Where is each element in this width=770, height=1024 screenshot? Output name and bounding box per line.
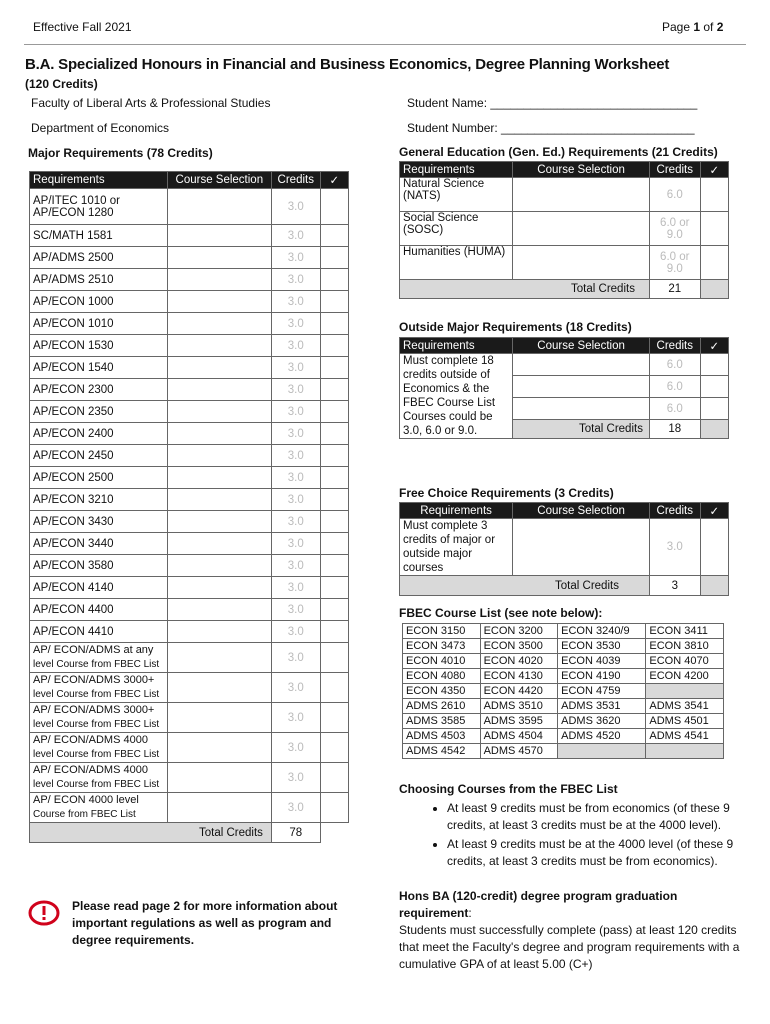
table-row — [30, 379, 349, 401]
requirement-cell: AP/ECON 1010 — [30, 313, 168, 335]
requirement-cell: AP/ECON 2450 — [30, 445, 168, 467]
course-code-cell: ADMS 3541 — [646, 699, 724, 714]
course-code-cell: ADMS 4570 — [480, 744, 558, 759]
page-number — [662, 20, 723, 34]
page-subtitle: (120 Credits) — [25, 77, 98, 91]
course-code-cell: ECON 3810 — [646, 639, 724, 654]
course-code-cell: ECON 4200 — [646, 669, 724, 684]
requirement-line-2: level Course from FBEC List — [33, 749, 160, 760]
requirement-cell: AP/ECON 1540 — [30, 357, 168, 379]
check-cell[interactable] — [320, 269, 348, 291]
requirement-cell: AP/ECON 2350 — [30, 401, 168, 423]
total-row — [30, 823, 349, 843]
course-selection-cell[interactable] — [167, 643, 271, 673]
requirement-cell — [30, 793, 168, 823]
requirement-line-1: AP/ ECON/ADMS 4000 — [33, 734, 148, 746]
page-current: 1 — [693, 20, 701, 34]
credits-cell: 6.0 — [649, 178, 700, 212]
course-code-cell: ECON 3150 — [403, 624, 481, 639]
outside-heading: Outside Major Requirements (18 Credits) — [399, 320, 632, 334]
credits-cell: 3.0 — [271, 445, 320, 467]
table-row — [30, 703, 349, 733]
total-value: 18 — [649, 420, 700, 439]
check-cell[interactable] — [320, 379, 348, 401]
requirement-line-1: AP/ ECON/ADMS at any — [33, 644, 154, 656]
total-row — [400, 576, 729, 596]
table-row — [403, 684, 724, 699]
course-selection-cell[interactable] — [167, 763, 271, 793]
gened-table — [399, 161, 729, 299]
table-row — [403, 654, 724, 669]
course-code-cell: ADMS 3510 — [480, 699, 558, 714]
requirement-cell: AP/ITEC 1010 or AP/ECON 1280 — [30, 189, 168, 225]
faculty-name: Faculty of Liberal Arts & Professional Studies — [31, 96, 271, 110]
course-code-cell: ADMS 3620 — [558, 714, 646, 729]
credits-cell: 3.0 — [271, 247, 320, 269]
course-code-cell: ADMS 4520 — [558, 729, 646, 744]
requirement-line-1: AP/ ECON/ADMS 3000+ — [33, 704, 155, 716]
credits-cell: 3.0 — [271, 703, 320, 733]
requirement-cell: AP/ECON 2300 — [30, 379, 168, 401]
requirement-line-2: Course from FBEC List — [33, 809, 136, 820]
course-selection-cell[interactable] — [167, 189, 271, 225]
header-divider — [24, 44, 746, 45]
requirement-cell: Humanities (HUMA) — [400, 246, 513, 280]
check-cell[interactable] — [320, 313, 348, 335]
student-name-field[interactable]: Student Name: _______________________________ — [407, 96, 698, 110]
table-row — [30, 733, 349, 763]
credits-cell: 6.0 or 9.0 — [649, 212, 700, 246]
course-selection-cell[interactable] — [167, 401, 271, 423]
check-cell[interactable] — [700, 354, 728, 376]
col-requirements: Requirements — [400, 162, 513, 178]
total-check-cell — [320, 823, 348, 843]
credits-cell: 6.0 — [649, 376, 700, 398]
check-cell[interactable] — [320, 511, 348, 533]
course-code-cell: ADMS 4542 — [403, 744, 481, 759]
total-check-cell — [700, 576, 728, 596]
col-requirements: Requirements — [30, 172, 168, 189]
credits-cell: 3.0 — [271, 763, 320, 793]
course-selection-cell[interactable] — [167, 225, 271, 247]
course-code-cell: ECON 3500 — [480, 639, 558, 654]
check-cell[interactable] — [320, 189, 348, 225]
requirement-cell — [30, 643, 168, 673]
total-value: 21 — [649, 280, 700, 299]
col-requirements: Requirements — [400, 503, 513, 519]
requirement-cell: AP/ECON 3440 — [30, 533, 168, 555]
check-cell[interactable] — [700, 398, 728, 420]
hons-colon: : — [468, 906, 472, 920]
table-row — [400, 354, 729, 376]
course-code-cell: ECON 4080 — [403, 669, 481, 684]
check-cell[interactable] — [320, 577, 348, 599]
table-row — [30, 313, 349, 335]
table-row — [30, 555, 349, 577]
course-selection-cell[interactable] — [167, 357, 271, 379]
student-number-field[interactable]: Student Number: _____________________________ — [407, 121, 695, 135]
course-code-cell: ECON 4070 — [646, 654, 724, 669]
check-cell[interactable] — [320, 357, 348, 379]
check-cell[interactable] — [320, 733, 348, 763]
effective-date: Effective Fall 2021 — [33, 20, 132, 34]
table-row — [30, 533, 349, 555]
table-row — [30, 793, 349, 823]
total-check-cell — [700, 280, 728, 299]
table-row — [30, 621, 349, 643]
course-code-cell: ECON 4190 — [558, 669, 646, 684]
credits-cell: 3.0 — [271, 313, 320, 335]
total-label: Total Credits — [400, 576, 650, 596]
course-code-cell — [646, 684, 724, 699]
course-selection-cell[interactable] — [513, 212, 650, 246]
check-cell[interactable] — [700, 212, 728, 246]
course-code-cell: ECON 3473 — [403, 639, 481, 654]
course-selection-cell[interactable] — [167, 445, 271, 467]
table-row — [403, 744, 724, 759]
credits-cell: 3.0 — [271, 673, 320, 703]
notice-text: Please read page 2 for more information about important regulations as well as program and degree requirements. — [72, 899, 338, 947]
check-cell[interactable] — [320, 247, 348, 269]
table-row — [30, 269, 349, 291]
requirement-cell: AP/ECON 3580 — [30, 555, 168, 577]
table-row — [400, 178, 729, 212]
requirement-cell: SC/MATH 1581 — [30, 225, 168, 247]
course-selection-cell[interactable] — [513, 246, 650, 280]
check-cell[interactable] — [700, 178, 728, 212]
credits-cell: 3.0 — [271, 555, 320, 577]
list-item: • At least 9 credits must be from economics (of these 9 credits, at least 3 credits must be at the 4000 level). — [447, 800, 739, 834]
fbec-course-list — [402, 623, 724, 759]
course-code-cell: ADMS 4503 — [403, 729, 481, 744]
total-value: 3 — [649, 576, 700, 596]
check-cell[interactable] — [320, 643, 348, 673]
col-credits: Credits — [649, 162, 700, 178]
table-row — [30, 673, 349, 703]
table-row — [30, 423, 349, 445]
table-row — [400, 519, 729, 576]
credits-cell: 3.0 — [271, 643, 320, 673]
table-row — [30, 599, 349, 621]
course-code-cell: ECON 3530 — [558, 639, 646, 654]
credits-cell: 3.0 — [271, 793, 320, 823]
total-label: Total Credits — [400, 280, 650, 299]
course-selection-cell[interactable] — [167, 793, 271, 823]
table-row — [30, 577, 349, 599]
credits-cell: 3.0 — [271, 467, 320, 489]
total-check-cell — [700, 420, 728, 439]
table-row — [403, 639, 724, 654]
table-row — [30, 643, 349, 673]
check-cell[interactable] — [320, 291, 348, 313]
credits-cell: 3.0 — [271, 291, 320, 313]
course-selection-cell[interactable] — [513, 178, 650, 212]
col-check: ✓ — [320, 172, 348, 189]
free-table — [399, 502, 729, 596]
requirement-cell: AP/ADMS 2500 — [30, 247, 168, 269]
requirement-cell: AP/ECON 4400 — [30, 599, 168, 621]
requirement-cell: AP/ECON 4410 — [30, 621, 168, 643]
requirement-cell: AP/ECON 2500 — [30, 467, 168, 489]
total-row — [400, 280, 729, 299]
credits-cell: 3.0 — [271, 577, 320, 599]
course-code-cell: ECON 3200 — [480, 624, 558, 639]
requirement-cell: AP/ECON 1530 — [30, 335, 168, 357]
course-selection-cell[interactable] — [167, 577, 271, 599]
total-label: Total Credits — [30, 823, 272, 843]
course-selection-cell[interactable] — [167, 423, 271, 445]
course-selection-cell[interactable] — [167, 247, 271, 269]
table-row — [30, 335, 349, 357]
check-cell[interactable] — [320, 673, 348, 703]
hons-heading: Hons BA (120-credit) degree program graduation requirement — [399, 889, 678, 920]
total-label: Total Credits — [513, 420, 650, 439]
col-check: ✓ — [700, 503, 728, 519]
table-row — [403, 699, 724, 714]
requirement-cell: Social Science (SOSC) — [400, 212, 513, 246]
course-code-cell: ADMS 3585 — [403, 714, 481, 729]
course-selection-cell[interactable] — [513, 376, 650, 398]
credits-cell: 3.0 — [271, 599, 320, 621]
course-code-cell: ECON 3411 — [646, 624, 724, 639]
credits-cell: 6.0 — [649, 354, 700, 376]
check-cell[interactable] — [700, 246, 728, 280]
major-heading: Major Requirements (78 Credits) — [28, 146, 213, 160]
check-cell[interactable] — [320, 489, 348, 511]
requirement-cell — [30, 673, 168, 703]
credits-cell: 3.0 — [271, 733, 320, 763]
course-selection-cell[interactable] — [513, 354, 650, 376]
check-cell[interactable] — [320, 555, 348, 577]
choosing-list — [399, 800, 739, 872]
hons-text: Students must successfully complete (pass) at least 120 credits that meet the Faculty's degree and program requirements with a cumulative GPA of at least 5.00 (C+) — [399, 923, 740, 971]
course-selection-cell[interactable] — [167, 291, 271, 313]
credits-cell: 3.0 — [271, 401, 320, 423]
table-row — [30, 357, 349, 379]
table-row — [30, 489, 349, 511]
course-code-cell: ADMS 4501 — [646, 714, 724, 729]
credits-cell: 6.0 — [649, 398, 700, 420]
course-code-cell: ECON 3240/9 — [558, 624, 646, 639]
course-selection-cell[interactable] — [513, 519, 650, 576]
requirement-line-1: AP/ ECON 4000 level — [33, 794, 139, 806]
course-selection-cell[interactable] — [167, 313, 271, 335]
course-selection-cell[interactable] — [167, 599, 271, 621]
alert-circle-icon — [28, 900, 60, 931]
credits-cell: 3.0 — [271, 621, 320, 643]
requirement-cell: AP/ECON 3430 — [30, 511, 168, 533]
course-code-cell: ADMS 4504 — [480, 729, 558, 744]
credits-cell: 6.0 or 9.0 — [649, 246, 700, 280]
free-heading: Free Choice Requirements (3 Credits) — [399, 486, 614, 500]
check-cell[interactable] — [320, 763, 348, 793]
requirement-line-2: level Course from FBEC List — [33, 689, 160, 700]
course-selection-cell[interactable] — [167, 621, 271, 643]
col-credits: Credits — [649, 338, 700, 354]
course-code-cell: ECON 4020 — [480, 654, 558, 669]
course-selection-cell[interactable] — [167, 555, 271, 577]
course-selection-cell[interactable] — [167, 511, 271, 533]
check-cell[interactable] — [700, 519, 728, 576]
table-row — [30, 763, 349, 793]
course-selection-cell[interactable] — [167, 673, 271, 703]
course-selection-cell[interactable] — [513, 398, 650, 420]
course-code-cell: ECON 4350 — [403, 684, 481, 699]
check-cell[interactable] — [320, 335, 348, 357]
total-value: 78 — [271, 823, 320, 843]
credits-cell: 3.0 — [649, 519, 700, 576]
credits-cell: 3.0 — [271, 335, 320, 357]
credits-cell: 3.0 — [271, 379, 320, 401]
requirement-line-1: AP/ ECON/ADMS 4000 — [33, 764, 148, 776]
col-course-selection: Course Selection — [167, 172, 271, 189]
course-code-cell: ECON 4039 — [558, 654, 646, 669]
col-course-selection: Course Selection — [513, 162, 650, 178]
course-code-cell: ADMS 4541 — [646, 729, 724, 744]
credits-cell: 3.0 — [271, 225, 320, 247]
credits-cell: 3.0 — [271, 357, 320, 379]
course-code-cell: ECON 4759 — [558, 684, 646, 699]
fbec-heading: FBEC Course List (see note below): — [399, 606, 603, 620]
requirement-cell: AP/ECON 1000 — [30, 291, 168, 313]
check-cell[interactable] — [320, 599, 348, 621]
col-credits: Credits — [271, 172, 320, 189]
requirement-cell: Natural Science (NATS) — [400, 178, 513, 212]
table-row — [30, 247, 349, 269]
table-row — [30, 225, 349, 247]
table-row — [30, 189, 349, 225]
col-check: ✓ — [700, 162, 728, 178]
requirement-line-2: level Course from FBEC List — [33, 719, 160, 730]
hons-requirement — [399, 888, 744, 973]
table-row — [403, 714, 724, 729]
requirement-line-2: level Course from FBEC List — [33, 779, 160, 790]
requirement-cell: AP/ECON 3210 — [30, 489, 168, 511]
table-row — [30, 445, 349, 467]
page-of: of — [700, 20, 717, 34]
credits-cell: 3.0 — [271, 489, 320, 511]
page-total: 2 — [716, 20, 724, 34]
requirement-note: Must complete 18 credits outside of Economics & the FBEC Course List Courses could be 3.0, 6.0 or 9.0. — [400, 354, 513, 439]
table-row — [400, 246, 729, 280]
credits-cell: 3.0 — [271, 511, 320, 533]
credits-cell: 3.0 — [271, 189, 320, 225]
table-row — [403, 669, 724, 684]
course-selection-cell[interactable] — [167, 269, 271, 291]
choosing-heading: Choosing Courses from the FBEC List — [399, 782, 618, 796]
page-title: B.A. Specialized Honours in Financial and Business Economics, Degree Planning Worksheet — [25, 56, 670, 73]
gened-heading: General Education (Gen. Ed.) Requirements (21 Credits) — [399, 145, 718, 159]
list-item: • At least 9 credits must be at the 4000 level (of these 9 credits, at least 3 credits must be from economics). — [447, 836, 739, 870]
col-course-selection: Course Selection — [513, 503, 650, 519]
table-row — [30, 511, 349, 533]
credits-cell: 3.0 — [271, 533, 320, 555]
course-code-cell — [646, 744, 724, 759]
table-row — [403, 729, 724, 744]
course-code-cell: ECON 4420 — [480, 684, 558, 699]
course-code-cell: ECON 4130 — [480, 669, 558, 684]
requirement-cell: AP/ADMS 2510 — [30, 269, 168, 291]
course-code-cell — [558, 744, 646, 759]
credits-cell: 3.0 — [271, 269, 320, 291]
credits-cell: 3.0 — [271, 423, 320, 445]
course-selection-cell[interactable] — [167, 703, 271, 733]
course-selection-cell[interactable] — [167, 533, 271, 555]
requirement-cell — [30, 703, 168, 733]
course-code-cell: ADMS 2610 — [403, 699, 481, 714]
table-row — [403, 624, 724, 639]
check-cell[interactable] — [320, 423, 348, 445]
course-selection-cell[interactable] — [167, 379, 271, 401]
requirement-cell — [30, 733, 168, 763]
major-requirements-table — [29, 171, 349, 843]
check-cell[interactable] — [320, 621, 348, 643]
check-cell[interactable] — [320, 703, 348, 733]
course-code-cell: ECON 4010 — [403, 654, 481, 669]
table-row — [400, 212, 729, 246]
col-requirements: Requirements — [400, 338, 513, 354]
requirement-line-1: AP/ ECON/ADMS 3000+ — [33, 674, 155, 686]
course-selection-cell[interactable] — [167, 335, 271, 357]
check-cell[interactable] — [320, 467, 348, 489]
department-name: Department of Economics — [31, 121, 170, 135]
page-prefix: Page — [662, 20, 694, 34]
course-code-cell: ADMS 3595 — [480, 714, 558, 729]
requirement-cell: AP/ECON 2400 — [30, 423, 168, 445]
requirement-line-2: level Course from FBEC List — [33, 659, 160, 670]
requirement-cell — [30, 763, 168, 793]
check-cell[interactable] — [320, 225, 348, 247]
check-cell[interactable] — [320, 401, 348, 423]
table-row — [30, 401, 349, 423]
col-course-selection: Course Selection — [513, 338, 650, 354]
check-cell[interactable] — [320, 445, 348, 467]
check-cell[interactable] — [320, 793, 348, 823]
requirement-note: Must complete 3 credits of major or outside major courses — [400, 519, 513, 576]
course-selection-cell[interactable] — [167, 489, 271, 511]
table-row — [30, 467, 349, 489]
course-selection-cell[interactable] — [167, 467, 271, 489]
course-code-cell: ADMS 3531 — [558, 699, 646, 714]
col-check: ✓ — [700, 338, 728, 354]
table-row — [30, 291, 349, 313]
requirement-cell: AP/ECON 4140 — [30, 577, 168, 599]
course-selection-cell[interactable] — [167, 733, 271, 763]
check-cell[interactable] — [700, 376, 728, 398]
check-cell[interactable] — [320, 533, 348, 555]
col-credits: Credits — [649, 503, 700, 519]
outside-table — [399, 337, 729, 439]
